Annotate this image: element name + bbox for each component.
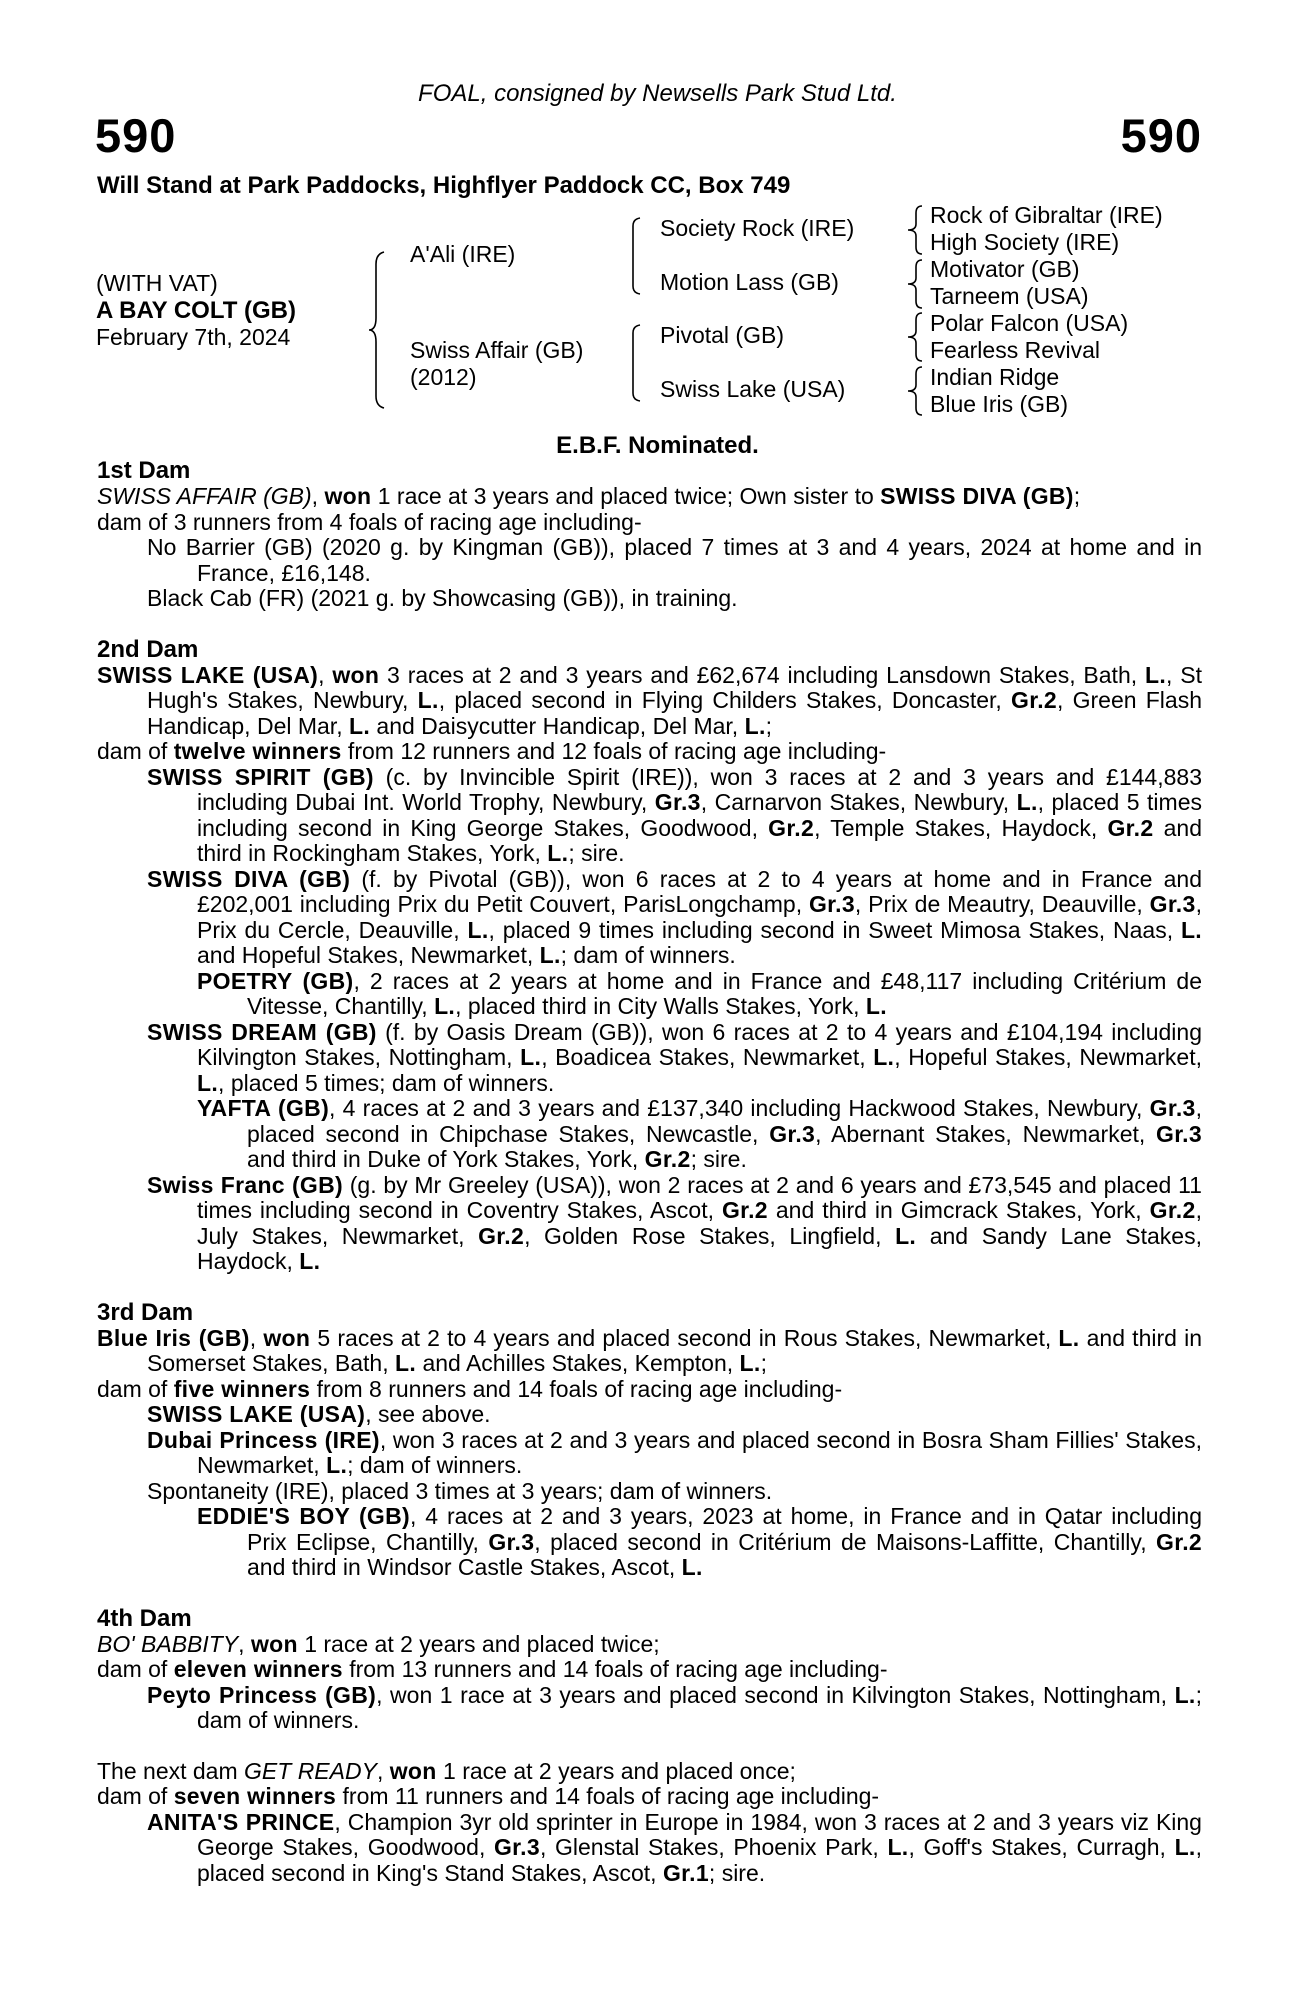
produce-summary: dam of 3 runners from 4 foals of racing age including-	[97, 508, 642, 535]
third-dam-section	[97, 1300, 1202, 1581]
ebf-nominated: E.B.F. Nominated.	[556, 432, 759, 459]
produce-item: Peyto Princess (GB), won 1 race at 3 years and placed second in Kilvington Stakes, Nottingham, L.; dam of winners.	[147, 1681, 1203, 1733]
dam-entry: The next dam GET READY, won 1 race at 2 years and placed once;	[97, 1757, 796, 1784]
grandproduce-item: EDDIE'S BOY (GB), 4 races at 2 and 3 years, 2023 at home, in France and in Qatar including Prix Eclipse, Chantilly, Gr.3, placed second in Critérium de Maisons-Laffitte, Chantilly, Gr.2 and third in Windsor Castle Stakes, Ascot, L.	[197, 1503, 1202, 1580]
produce-item: SWISS LAKE (USA), see above.	[147, 1401, 491, 1427]
section-heading: 3rd Dam	[97, 1298, 194, 1326]
sire-sire: Society Rock (IRE)	[660, 215, 855, 241]
next-dam-section	[97, 1759, 1202, 1887]
produce-summary: dam of twelve winners from 12 runners and 12 foals of racing age including-	[97, 738, 887, 764]
sire-dam: Motion Lass (GB)	[660, 269, 839, 295]
lot-number-right: 590	[1120, 109, 1202, 162]
lot-number-left: 590	[95, 109, 177, 162]
second-dam-section	[97, 637, 1202, 1275]
fourth-dam-section	[97, 1606, 1202, 1734]
dam-dam: Swiss Lake (USA)	[660, 376, 846, 402]
dam-entry: BO' BABBITY, won 1 race at 2 years and placed twice;	[97, 1630, 660, 1657]
subject-dob: February 7th, 2024	[96, 324, 291, 350]
dam-foaling-year: (2012)	[410, 364, 477, 390]
catalogue-body	[97, 458, 1202, 1886]
stand-location: Will Stand at Park Paddocks, Highflyer Paddock CC, Box 749	[97, 172, 791, 199]
vat-note: (WITH VAT)	[96, 270, 218, 296]
dam-entry: Blue Iris (GB), won 5 races at 2 to 4 years and placed second in Rous Stakes, Newmarket, L. and third in Somerset Stakes, Bath, L. and Achilles Stakes, Kempton, L.;	[97, 1324, 1203, 1376]
granddam-6: Fearless Revival	[930, 337, 1100, 363]
section-heading: 1st Dam	[97, 457, 191, 484]
granddam-4: Tarneem (USA)	[930, 283, 1089, 309]
subject-name: A BAY COLT (GB)	[96, 297, 297, 324]
granddam-2: High Society (IRE)	[930, 229, 1120, 255]
brace-sire	[626, 216, 644, 296]
produce-item: Black Cab (FR) (2021 g. by Showcasing (GB)), in training.	[147, 585, 738, 611]
brace-g1	[906, 204, 926, 256]
grandproduce-item: POETRY (GB), 2 races at 2 years at home and in France and £48,117 including Critérium de Vitesse, Chantilly, L., placed third in City Walls Stakes, York, L.	[197, 967, 1202, 1019]
section-heading: 2nd Dam	[97, 635, 199, 663]
produce-summary: dam of five winners from 8 runners and 14 foals of racing age including-	[97, 1375, 843, 1402]
granddam-8: Blue Iris (GB)	[930, 391, 1069, 417]
grandsire-5: Polar Falcon (USA)	[930, 310, 1129, 336]
section-heading: 4th Dam	[97, 1604, 192, 1632]
produce-item: No Barrier (GB) (2020 g. by Kingman (GB)), placed 7 times at 3 and 4 years, 2024 at home and in France, £16,148.	[147, 534, 1202, 586]
brace-dam	[626, 323, 644, 403]
grandsire-1: Rock of Gibraltar (IRE)	[930, 202, 1163, 228]
produce-item: Swiss Franc (GB) (g. by Mr Greeley (USA)), won 2 races at 2 and 6 years and £73,545 and placed 11 times including second in Coventry Stakes, Ascot, Gr.2 and third in Gimcrack Stakes, York, Gr.2, July Stakes, Newmarket, Gr.2, Golden Rose Stakes, Lingfield, L. and Sandy Lane Stakes, Haydock, L.	[147, 1171, 1202, 1274]
dam: Swiss Affair (GB)	[410, 337, 584, 363]
grandproduce-item: YAFTA (GB), 4 races at 2 and 3 years and £137,340 including Hackwood Stakes, Newbury, Gr.3, placed second in Chipchase Stakes, Newcastle, Gr.3, Abernant Stakes, Newmarket, Gr.3 and third in Duke of York Stakes, York, Gr.2; sire.	[197, 1095, 1203, 1172]
grandsire-7: Indian Ridge	[930, 364, 1060, 390]
produce-item: Spontaneity (IRE), placed 3 times at 3 years; dam of winners.	[147, 1477, 773, 1504]
produce-item: Dubai Princess (IRE), won 3 races at 2 and 3 years and placed second in Bosra Sham Fillies' Stakes, Newmarket, L.; dam of winners.	[147, 1426, 1202, 1478]
produce-item: SWISS DIVA (GB) (f. by Pivotal (GB)), won 6 races at 2 to 4 years at home and in France and £202,001 including Prix du Petit Couvert, ParisLongchamp, Gr.3, Prix de Meautry, Deauville, Gr.3, Prix du Cercle, Deauville, L., placed 9 times including second in Sweet Mimosa Stakes, Naas, L. and Hopeful Stakes, Newmarket, L.; dam of winners.	[147, 865, 1202, 968]
first-dam-section	[97, 458, 1202, 612]
brace-g3	[906, 311, 926, 363]
dam-entry: SWISS AFFAIR (GB), won 1 race at 3 years and placed twice; Own sister to SWISS DIVA (GB);	[97, 483, 1081, 509]
produce-item: ANITA'S PRINCE, Champion 3yr old sprinter in Europe in 1984, won 3 races at 2 and 3 years viz King George Stakes, Goodwood, Gr.3, Glenstal Stakes, Phoenix Park, L., Goff's Stakes, Curragh, L., placed second in King's Stand Stakes, Ascot, Gr.1; sire.	[147, 1808, 1203, 1886]
brace-main	[368, 250, 388, 410]
produce-summary: dam of eleven winners from 13 runners and 14 foals of racing age including-	[97, 1656, 888, 1682]
produce-item: SWISS SPIRIT (GB) (c. by Invincible Spirit (IRE)), won 3 races at 2 and 3 years and £144,883 including Dubai Int. World Trophy, Newbury, Gr.3, Carnarvon Stakes, Newbury, L., placed 5 times including second in King George Stakes, Goodwood, Gr.2, Temple Stakes, Haydock, Gr.2 and third in Rockingham Stakes, York, L.; sire.	[147, 763, 1202, 866]
brace-g2	[906, 258, 926, 310]
sire: A'Ali (IRE)	[410, 241, 516, 267]
produce-item: SWISS DREAM (GB) (f. by Oasis Dream (GB)), won 6 races at 2 to 4 years and £104,194 including Kilvington Stakes, Nottingham, L., Boadicea Stakes, Newmarket, L., Hopeful Stakes, Newmarket, L., placed 5 times; dam of winners.	[147, 1018, 1203, 1096]
consignor-line: FOAL, consigned by Newsells Park Stud Ltd.	[418, 80, 897, 107]
brace-g4	[906, 365, 926, 417]
dam-sire: Pivotal (GB)	[660, 322, 784, 348]
dam-entry: SWISS LAKE (USA), won 3 races at 2 and 3 years and £62,674 including Lansdown Stakes, Bath, L., St Hugh's Stakes, Newbury, L., placed second in Flying Childers Stakes, Doncaster, Gr.2, Green Flash Handicap, Del Mar, L. and Daisycutter Handicap, Del Mar, L.;	[97, 661, 1203, 739]
produce-summary: dam of seven winners from 11 runners and 14 foals of racing age including-	[97, 1783, 880, 1809]
grandsire-3: Motivator (GB)	[930, 256, 1080, 282]
